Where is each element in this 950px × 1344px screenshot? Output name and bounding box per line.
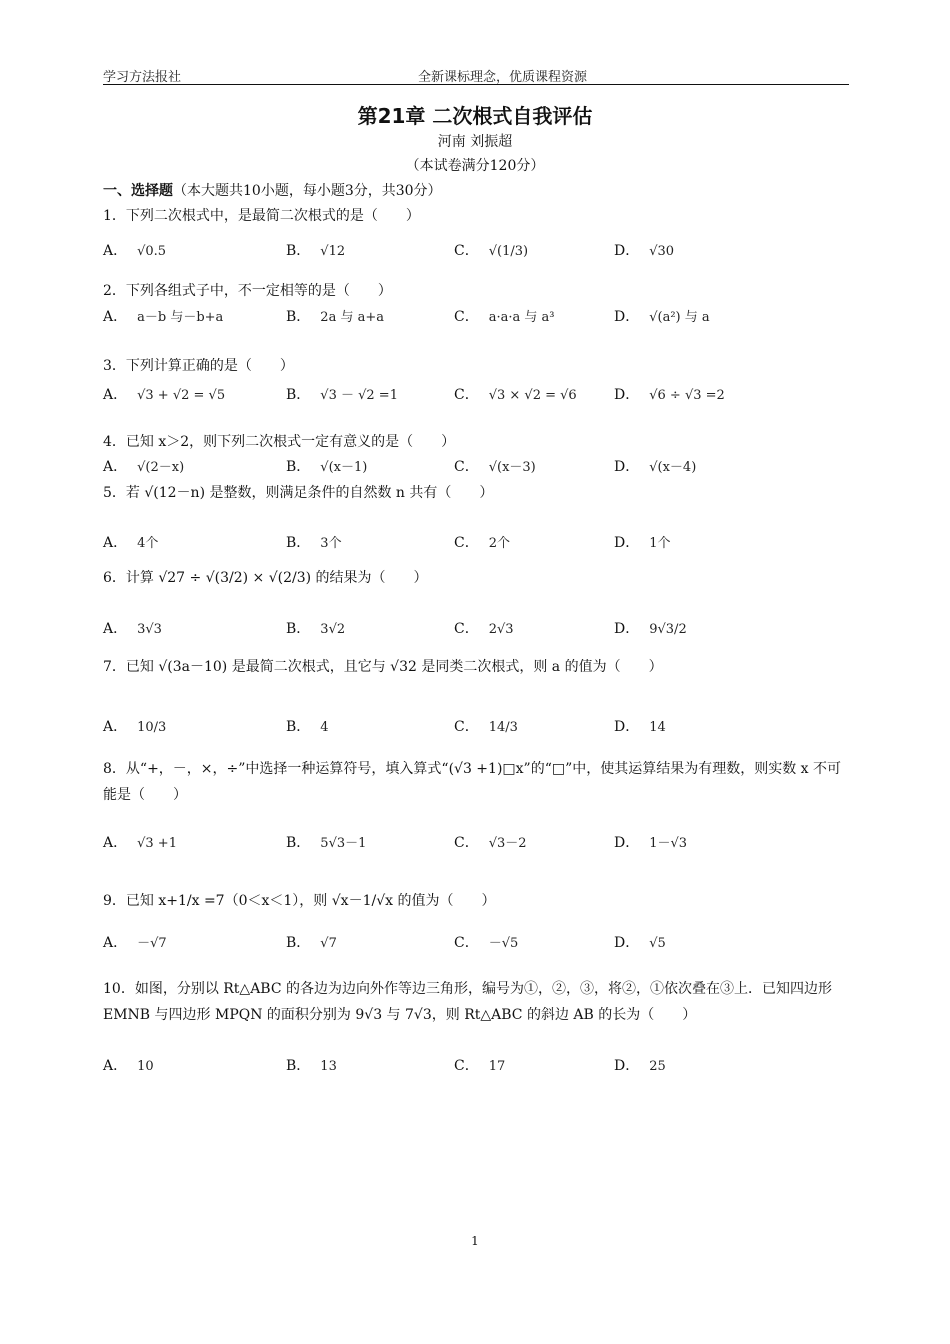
question-8-option-a bbox=[103, 832, 177, 852]
option-label: C． bbox=[454, 459, 479, 475]
question-1-option-c bbox=[454, 240, 528, 260]
option-label: D． bbox=[614, 243, 640, 259]
option-math: √7 bbox=[320, 936, 337, 951]
option-label: A． bbox=[103, 935, 128, 951]
option-label: A． bbox=[103, 621, 128, 637]
option-math: √0.5 bbox=[137, 244, 167, 259]
question-1-option-d bbox=[614, 240, 674, 260]
question-5-option-a bbox=[103, 532, 158, 552]
option-math: 10/3 bbox=[137, 720, 167, 735]
option-label: D． bbox=[614, 935, 640, 951]
question-9-stem: 9．已知 x+1/x =7（0＜x＜1），则 √x－1/√x 的值为（ ） bbox=[103, 893, 496, 909]
option-label: D． bbox=[614, 1058, 640, 1074]
option-label: B． bbox=[286, 387, 311, 403]
question-8-option-b bbox=[286, 832, 366, 852]
option-label: C． bbox=[454, 835, 479, 851]
option-label: A． bbox=[103, 459, 128, 475]
question-10-stem: 10．如图，分别以 Rt△ABC 的各边为边向外作等边三角形，编号为①，②，③，将②，①依次叠在③上．已知四边形 EMNB 与四边形 MPQN 的面积分别为 9√3 与 7√3，则 Rt△ABC 的斜边 AB 的长为（ ） bbox=[103, 981, 833, 1023]
question-4-option-c bbox=[454, 456, 536, 476]
section-note: （本大题共10小题，每小题3分，共30分） bbox=[173, 183, 442, 199]
question-10-option-a bbox=[103, 1055, 154, 1075]
option-label: A． bbox=[103, 309, 128, 325]
option-math: √3 － √2 =1 bbox=[320, 388, 398, 403]
total-score-note: （本试卷满分120分） bbox=[405, 158, 545, 174]
question-4-option-b bbox=[286, 456, 367, 476]
option-math: 17 bbox=[488, 1059, 506, 1074]
option-math: √3 +1 bbox=[137, 836, 177, 851]
question-10-option-c bbox=[454, 1055, 505, 1075]
option-math: 3个 bbox=[320, 536, 342, 551]
question-8-stem: 8．从“+，－，×，÷”中选择一种运算符号，填入算式“(√3 +1)□x”的“□”中，使其运算结果为有理数，则实数 x 不可能是（ ） bbox=[103, 761, 842, 803]
option-math: √3 + √2 = √5 bbox=[137, 388, 226, 403]
question-8-option-d bbox=[614, 832, 687, 852]
option-label: D． bbox=[614, 309, 640, 325]
option-math: 1－√3 bbox=[649, 836, 688, 851]
question-5-option-c bbox=[454, 532, 510, 552]
option-math: 2个 bbox=[488, 536, 510, 551]
question-4-option-d bbox=[614, 456, 696, 476]
question-7-option-c bbox=[454, 716, 518, 736]
question-10-option-d bbox=[614, 1055, 666, 1075]
question-4-stem: 4．已知 x＞2，则下列二次根式一定有意义的是（ ） bbox=[103, 434, 456, 450]
option-label: C． bbox=[454, 621, 479, 637]
option-math: 3√3 bbox=[137, 622, 162, 637]
question-8-option-c bbox=[454, 832, 527, 852]
option-label: A． bbox=[103, 1058, 128, 1074]
option-math: √(2－x) bbox=[137, 460, 185, 475]
option-math: √6 ÷ √3 =2 bbox=[649, 388, 725, 403]
option-math: 4个 bbox=[137, 536, 159, 551]
section-heading bbox=[103, 180, 442, 200]
option-math: 14/3 bbox=[488, 720, 518, 735]
option-math: 13 bbox=[320, 1059, 337, 1074]
option-label: C． bbox=[454, 309, 479, 325]
question-6-option-d bbox=[614, 618, 687, 638]
option-label: A． bbox=[103, 387, 128, 403]
option-math: 2a 与 a+a bbox=[320, 310, 384, 325]
question-9-option-d bbox=[614, 932, 666, 952]
option-label: A． bbox=[103, 535, 128, 551]
question-5-option-d bbox=[614, 532, 671, 552]
question-2-option-d bbox=[614, 306, 710, 326]
option-math: √3－2 bbox=[488, 836, 527, 851]
option-label: B． bbox=[286, 1058, 311, 1074]
option-math: √(a²) 与 a bbox=[649, 310, 710, 325]
option-math: 25 bbox=[649, 1059, 666, 1074]
option-math: 14 bbox=[649, 720, 666, 735]
question-10-option-b bbox=[286, 1055, 337, 1075]
question-5-stem: 5．若 √(12－n) 是整数，则满足条件的自然数 n 共有（ ） bbox=[103, 485, 494, 501]
question-1-option-a bbox=[103, 240, 166, 260]
option-label: B． bbox=[286, 835, 311, 851]
author-line: 河南 刘振超 bbox=[437, 134, 513, 150]
question-7-stem: 7．已知 √(3a－10) 是最简二次根式，且它与 √32 是同类二次根式，则 a 的值为（ ） bbox=[103, 659, 663, 675]
option-label: A． bbox=[103, 835, 128, 851]
section-title: 一、选择题 bbox=[103, 183, 173, 199]
option-math: 3√2 bbox=[320, 622, 346, 637]
question-3-option-b bbox=[286, 384, 398, 404]
option-label: C． bbox=[454, 243, 479, 259]
option-label: B． bbox=[286, 535, 311, 551]
option-math: a·a·a 与 a³ bbox=[488, 310, 555, 325]
option-math: －√5 bbox=[488, 936, 519, 951]
question-1-option-b bbox=[286, 240, 345, 260]
option-label: D． bbox=[614, 535, 640, 551]
header-divider bbox=[103, 84, 849, 85]
option-math: √(x－4) bbox=[649, 460, 697, 475]
question-6-stem: 6．计算 √27 ÷ √(3/2) × √(2/3) 的结果为（ ） bbox=[103, 570, 428, 586]
question-9-option-b bbox=[286, 932, 337, 952]
option-label: B． bbox=[286, 719, 311, 735]
option-math: －√7 bbox=[137, 936, 167, 951]
question-1-stem: 1．下列二次根式中，是最简二次根式的是（ ） bbox=[103, 208, 420, 224]
option-math: √30 bbox=[649, 244, 675, 259]
question-7-option-b bbox=[286, 716, 329, 736]
option-label: D． bbox=[614, 835, 640, 851]
option-label: B． bbox=[286, 243, 311, 259]
question-6-option-b bbox=[286, 618, 345, 638]
option-math: √3 × √2 = √6 bbox=[488, 388, 577, 403]
question-5-option-b bbox=[286, 532, 342, 552]
option-math: 2√3 bbox=[488, 622, 514, 637]
page-number: 1 bbox=[471, 1234, 479, 1248]
question-7-option-a bbox=[103, 716, 166, 736]
option-label: D． bbox=[614, 719, 640, 735]
option-math: √12 bbox=[320, 244, 346, 259]
option-math: √(x－1) bbox=[320, 460, 368, 475]
option-math: 10 bbox=[137, 1059, 154, 1074]
option-math: 9√3/2 bbox=[649, 622, 687, 637]
question-2-option-c bbox=[454, 306, 554, 326]
option-label: C． bbox=[454, 387, 479, 403]
option-label: B． bbox=[286, 935, 311, 951]
option-label: D． bbox=[614, 387, 640, 403]
option-math: 1个 bbox=[649, 536, 671, 551]
option-label: B． bbox=[286, 621, 311, 637]
question-9-option-c bbox=[454, 932, 518, 952]
option-label: A． bbox=[103, 243, 128, 259]
header-publisher: 学习方法报社 bbox=[103, 70, 182, 85]
option-label: C． bbox=[454, 535, 479, 551]
question-7-option-d bbox=[614, 716, 666, 736]
question-2-option-a bbox=[103, 306, 223, 326]
question-6-option-c bbox=[454, 618, 514, 638]
option-label: C． bbox=[454, 1058, 479, 1074]
question-3-option-d bbox=[614, 384, 725, 404]
option-label: D． bbox=[614, 621, 640, 637]
page-title: 第21章 二次根式自我评估 bbox=[357, 104, 593, 128]
option-label: C． bbox=[454, 935, 479, 951]
option-label: D． bbox=[614, 459, 640, 475]
option-math: √(x－3) bbox=[488, 460, 536, 475]
question-9-option-a bbox=[103, 932, 167, 952]
option-math: 4 bbox=[320, 720, 329, 735]
option-label: C． bbox=[454, 719, 479, 735]
question-2-stem: 2．下列各组式子中，不一定相等的是（ ） bbox=[103, 283, 392, 299]
question-3-option-c bbox=[454, 384, 577, 404]
question-2-option-b bbox=[286, 306, 384, 326]
option-math: a－b 与－b+a bbox=[137, 310, 224, 325]
option-label: B． bbox=[286, 459, 311, 475]
option-math: 5√3－1 bbox=[320, 836, 367, 851]
question-3-stem: 3．下列计算正确的是（ ） bbox=[103, 358, 294, 374]
header-slogan: 全新课标理念，优质课程资源 bbox=[418, 70, 588, 85]
question-3-option-a bbox=[103, 384, 225, 404]
option-math: √5 bbox=[649, 936, 666, 951]
question-6-option-a bbox=[103, 618, 162, 638]
question-4-option-a bbox=[103, 456, 184, 476]
option-label: B． bbox=[286, 309, 311, 325]
option-label: A． bbox=[103, 719, 128, 735]
option-math: √(1/3) bbox=[488, 244, 529, 259]
